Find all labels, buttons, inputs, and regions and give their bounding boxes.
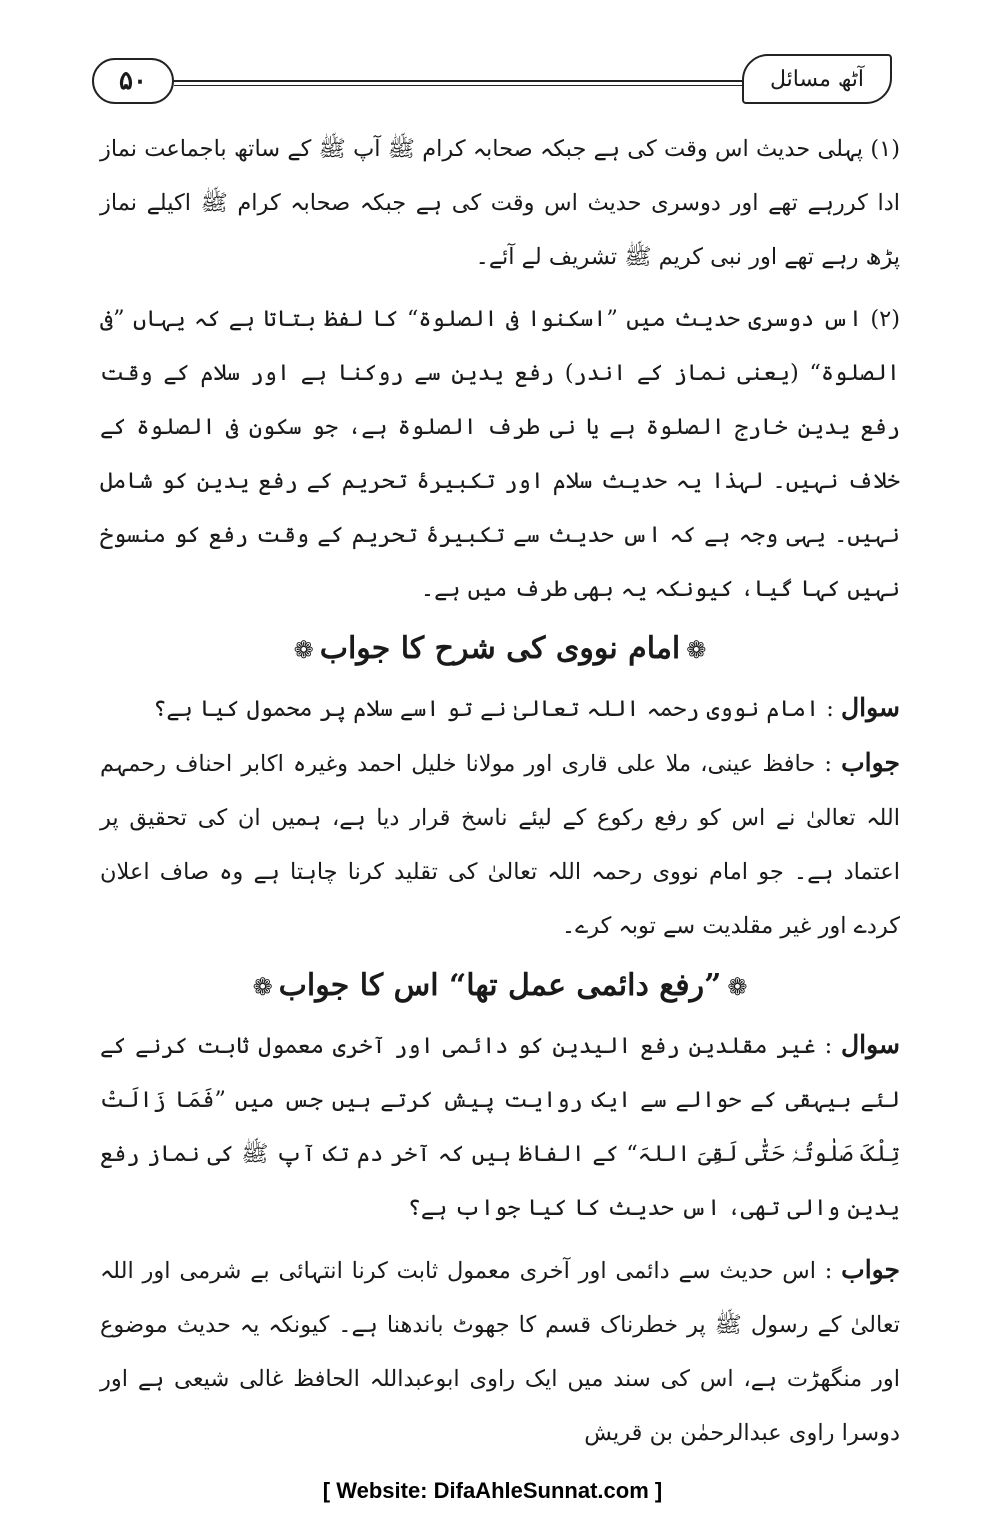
answer-2-label: جواب <box>841 1255 901 1284</box>
book-title: آٹھ مسائل <box>742 54 892 104</box>
ornament-right-icon: ❁ <box>727 973 748 1001</box>
website-footer: [ Website: DifaAhleSunnat.com ] <box>322 1478 663 1503</box>
question-1 <box>100 681 900 736</box>
answer-2 <box>100 1243 900 1460</box>
answer-1-label: جواب <box>841 748 900 777</box>
ornament-left-icon: ❁ <box>293 636 314 664</box>
ornament-left-icon: ❁ <box>252 973 273 1001</box>
answer-1 <box>100 736 900 953</box>
section-heading-nawawi <box>100 618 900 681</box>
page-header <box>92 52 892 112</box>
question-1-text: : امام نووی رحمہ اللہ تعالیٰ نے تو اسے سلام پر محمول کیا ہے؟ <box>153 696 834 722</box>
answer-2-text: : اس حدیث سے دائمی اور آخری معمول ثابت کرنا انتہائی بے شرمی اور اللہ تعالیٰ کے رسول ﷺ پر خطرناک قسم کا جھوٹ باندھنا ہے۔ کیونکہ یہ حدیث موضوع اور منگھڑت ہے، اس کی سند میں ایک راوی ابوعبداللہ الحافظ غالی شیعی ہے اور دوسرا راوی عبدالرحمٰن بن قریش <box>100 1258 900 1446</box>
question-2 <box>100 1018 900 1235</box>
question-1-label: سوال <box>841 693 900 722</box>
ornament-right-icon: ❁ <box>686 636 707 664</box>
page-content <box>100 122 900 1460</box>
paragraph-2: (۲) اس دوسری حدیث میں ”اسکنوا فی الصلوۃ“ کا لفظ بتاتا ہے کہ یہاں ”فی الصلوۃ“ (یعنی نماز کے اندر) رفع یدین سے روکنا ہے اور سلام کے وقت رفع یدین خارج الصلوۃ ہے یا نی طرف الصلوۃ ہے، جو سکون فی الصلوۃ کے خلاف نہیں۔ لہذا یہ حدیث سلام اور تکبیرۂ تحریم کے رفع یدین کو شامل نہیں۔ یہی وجہ ہے کہ اس حدیث سے تکبیرۂ تحریم کے وقت رفع کو منسوخ نہیں کہا گیا، کیونکہ یہ بھی طرف میں ہے۔ <box>100 306 900 602</box>
question-2-text: : غیر مقلدین رفع الیدین کو دائمی اور آخری معمول ثابت کرنے کے لئے بیہقی کے حوالے سے ایک روایت پیش کرتے ہیں جس میں ”فَمَا زَالَتْ تِلْکَ صَلٰوتُہٗ حَتّٰی لَقِیَ اللہَ“ کے الفاظ ہیں کہ آخر دم تک آپ ﷺ کی نماز رفع یدین والی تھی، اس حدیث کا کیا جواب ہے؟ <box>100 1033 900 1221</box>
section-heading-nawawi-text: امام نووی کی شرح کا جواب <box>319 631 681 666</box>
header-rule <box>174 80 742 82</box>
section-heading-raf-daimi-text: ”رفع دائمی عمل تھا“ اس کا جواب <box>278 968 722 1003</box>
page-number: ۵۰ <box>92 58 174 104</box>
answer-1-text: : حافظ عینی، ملا علی قاری اور مولانا خلیل احمد وغیرہ اکابر احناف رحمہم اللہ تعالیٰ نے اس کو رفع رکوع کے لیئے ناسخ قرار دیا ہے، ہمیں ان کی تحقیق پر اعتماد ہے۔ جو امام نووی رحمہ اللہ تعالیٰ کی تقلید کرنا چاہتا ہے وہ صاف اعلان کردے اور غیر مقلدیت سے توبہ کرے۔ <box>100 751 900 939</box>
question-2-label: سوال <box>841 1030 900 1059</box>
header-rule-thin <box>174 85 742 86</box>
paragraph-1: (۱) پہلی حدیث اس وقت کی ہے جبکہ صحابہ کرام ﷺ آپ ﷺ کے ساتھ باجماعت نماز ادا کررہے تھے اور دوسری حدیث اس وقت کی ہے جبکہ صحابہ کرام ﷺ اکیلے نماز پڑھ رہے تھے اور نبی کریم ﷺ تشریف لے آئے۔ <box>100 136 900 270</box>
section-heading-raf-daimi <box>100 955 900 1018</box>
